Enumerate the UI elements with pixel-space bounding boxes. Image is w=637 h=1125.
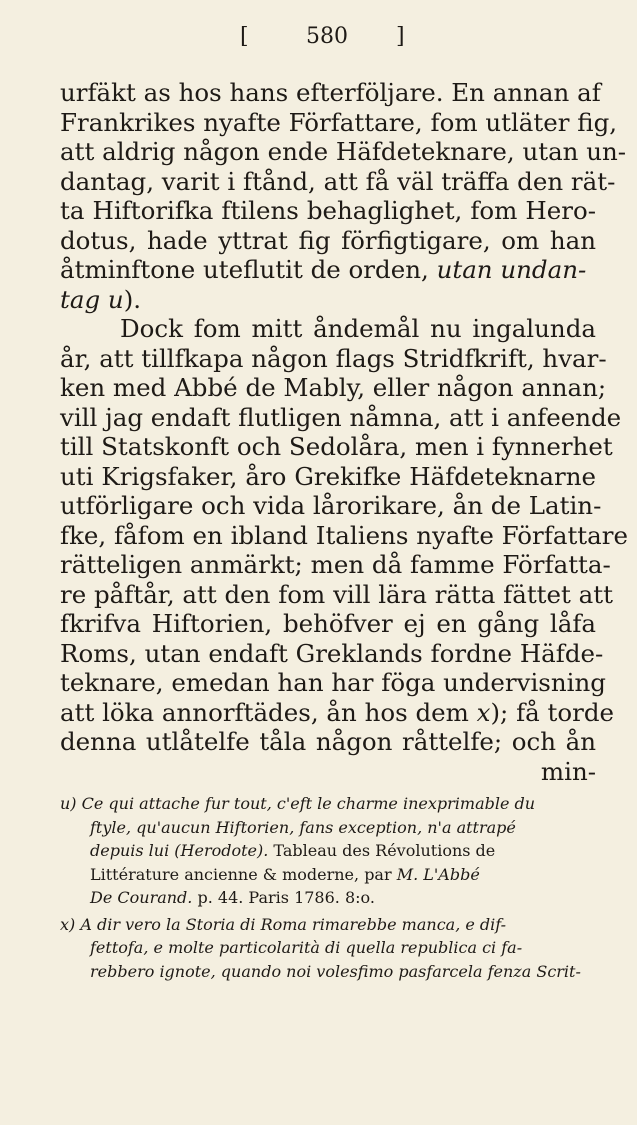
line-text: denna utlåtelfe tåla någon råttelfe; och ån [60,727,596,756]
text-line [60,727,596,757]
line-text: vill jag endaft flutligen nåmna, att i anfeende [60,402,622,432]
text-line [60,255,596,285]
line-text: år, att tillfkapa någon flags Stridfkrift, hvar- [60,343,607,373]
text-line [60,638,604,669]
text-line [60,226,596,256]
footnote-line [90,863,596,887]
text-line [60,166,616,197]
text-line [60,402,622,433]
text-line [60,697,615,728]
line-text: dotus, hade yttrat fig förfigtigare, om han [60,225,596,255]
text-line [60,78,601,108]
footnote-text: depuis lui (Herodote). [90,841,269,860]
text-line [60,107,618,138]
text-line [60,757,596,787]
footnote-line [60,913,596,937]
bracket-close: ] [396,24,405,49]
text-line [60,196,596,226]
text-line [60,373,607,403]
line-tail: ). [123,284,142,314]
footnote-text: x) A dir vero la Storia di Roma rimarebbe manca, e dif- [60,914,507,934]
text-line [60,668,606,698]
footnote-text: u) Ce qui attache fur tout, c'eft le charme inexprimable du [60,794,536,813]
line-mid-italic: x [468,697,491,727]
text-line [60,343,607,374]
bracket-open: [ [240,24,249,49]
text-line [60,491,602,521]
line-text: Roms, utan endaft Greklands fordne Häfde- [60,638,604,668]
line-text: ta Hiftorifka ftilens behaglighet, fom Hero- [60,196,596,225]
footnote-text: Littérature ancienne & moderne, par [90,864,392,884]
footnote-line [90,960,596,984]
line-text: fkrifva Hiftorien, behöfver ej en gång låfa [60,609,596,638]
footnote-text: fettofa, e molte particolarità di quella republica ci fa- [90,938,523,957]
line-text: fke, fåfom en ibland Italiens nyafte Författare [60,520,628,550]
line-text: ken med Abbé de Mably, eller någon annan; [60,373,607,402]
line-text: dantag, varit i ftånd, att få väl träffa den rät- [60,166,616,196]
text-line [60,137,627,167]
text-line [60,579,613,610]
line-rest: ); få torde [490,697,615,727]
footnote-line [90,886,596,910]
line-text: Dock fom mitt åndemål nu ingalunda [120,314,596,343]
text-line [60,550,611,580]
footnote-line [90,816,596,840]
footnote-text: De Courand. [90,888,193,907]
line-text: till Statskonft och Sedolåra, men i fynnerhet [60,432,613,461]
line-text: att löka annorftädes, ån hos dem [60,697,469,727]
line-text: att aldrig någon ende Häfdeteknare, utan un- [60,137,627,166]
line-text: re påftår, att den fom vill lära rätta fättet att [60,579,613,609]
line-text: tag u [60,284,124,314]
footnote-text: ftyle, qu'aucun Hiftorien, fans exception, n'a attrapé [90,817,516,837]
footnote-line [60,792,596,816]
text-line [60,609,596,639]
line-text: urfäkt as hos hans efterföljare. En annan af [60,78,601,107]
line-tail-italic: utan undan- [428,255,587,284]
line-text: utförligare och vida lårorikare, ån de Latin- [60,491,602,520]
footnote-line [90,839,596,863]
footnote-line [90,936,596,960]
footnote-tail-italic: M. L'Abbé [391,864,480,884]
line-text: uti Krigsfaker, åro Grekifke Häfdeteknarne [60,461,596,491]
line-text: min- [540,756,596,786]
text-line [120,314,596,344]
footnote-tail: Tableau des Révolutions de [268,841,496,860]
footnote-text: rebbero ignote, quando noi volesfimo pasfarcela fenza Scrit- [90,961,581,981]
page-number: 580 [306,24,348,49]
line-text: teknare, emedan han har föga undervisning [60,668,606,697]
text-line [60,520,628,551]
footnote-tail: p. 44. Paris 1786. 8:o. [192,888,375,907]
line-text: åtminftone uteflutit de orden, [60,255,429,284]
line-text: Frankrikes nyafte Författare, fom utläter fig, [60,107,618,137]
text-line [60,432,613,462]
line-text: rätteligen anmärkt; men då famme Författa- [60,550,611,579]
text-line [60,462,596,492]
text-line [60,285,596,315]
